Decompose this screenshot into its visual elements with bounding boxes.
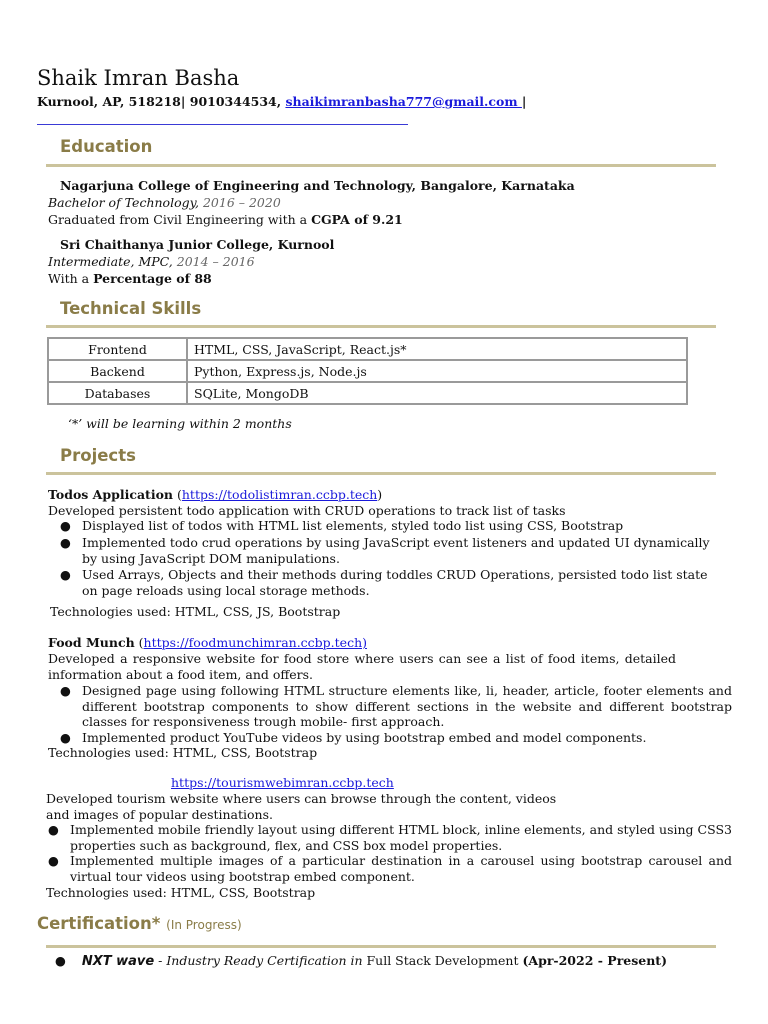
project-technologies: Technologies used: HTML, CSS, Bootstrap <box>48 745 318 760</box>
education-note-2 <box>48 271 212 286</box>
education-years-1: 2016 – 2020 <box>198 195 281 210</box>
bullet-dot-icon: ● <box>48 853 59 868</box>
bullet-dot-icon: ● <box>60 518 71 533</box>
education-institution-1: Nagarjuna College of Engineering and Technology, Bangalore, Karnataka <box>60 178 575 193</box>
project-title-line <box>171 775 394 790</box>
certification-rule <box>46 945 716 948</box>
project-link-open: ( <box>173 487 182 502</box>
bullet-dot-icon: ● <box>60 683 71 698</box>
project-bullet-text: Implemented multiple images of a particular destination in a carousel using bootstrap carousel and virtual tour videos using bootstrap embed component. <box>70 853 732 884</box>
project-bullet-text: Implemented mobile friendly layout using different HTML block, inline elements, and styled using CSS3 properties such as background, flex, and CSS box model properties. <box>70 822 732 853</box>
certification-status: (In Progress) <box>166 918 242 932</box>
project-name: Todos Application <box>48 487 174 502</box>
skills-row <box>48 338 687 360</box>
candidate-name: Shaik Imran Basha <box>37 66 240 90</box>
skills-table <box>47 337 688 405</box>
skills-row <box>48 360 687 382</box>
skills-category: Frontend <box>48 338 187 360</box>
project-link[interactable]: https://tourismwebimran.ccbp.tech <box>171 775 394 790</box>
education-note-1 <box>48 212 403 227</box>
certification-period: (Apr-2022 - Present) <box>522 953 667 968</box>
skills-heading: Technical Skills <box>60 299 202 318</box>
bullet-dot-icon: ● <box>55 953 82 968</box>
skills-items: Python, Express.js, Node.js <box>187 360 687 382</box>
project-link[interactable]: https://foodmunchimran.ccbp.tech) <box>143 635 367 650</box>
education-degree-name-2: Intermediate, MPC, <box>48 254 173 269</box>
education-degree-1 <box>48 195 281 210</box>
education-note-text-2: With a <box>48 271 94 286</box>
contact-underline <box>37 124 408 125</box>
project-technologies: Technologies used: HTML, CSS, Bootstrap <box>46 885 316 900</box>
contact-address-phone: Kurnool, AP, 518218| 9010344534, <box>37 94 286 109</box>
project-bullet-text: Displayed list of todos with HTML list elements, styled todo list using CSS, Bootstrap <box>82 518 624 533</box>
project-link[interactable]: https://todolistimran.ccbp.tech <box>181 487 378 502</box>
education-score-2: Percentage of 88 <box>93 271 212 286</box>
skills-items: HTML, CSS, JavaScript, React.js* <box>187 338 687 360</box>
education-years-2: 2014 – 2016 <box>172 254 255 269</box>
certification-heading <box>37 914 242 933</box>
education-institution-2: Sri Chaithanya Junior College, Kurnool <box>60 237 335 252</box>
project-description: Developed tourism website where users can browse through the content, videos and images of popular destinations. <box>46 791 557 822</box>
email-link[interactable]: shaikimranbasha777@gmail.com <box>285 94 522 109</box>
certification-course: Full Stack Development <box>362 953 523 968</box>
project-description: Developed persistent todo application with CRUD operations to track list of tasks <box>48 503 566 518</box>
skills-row <box>48 382 687 404</box>
contact-line <box>37 94 526 109</box>
project-title-line <box>48 487 382 502</box>
education-score-1: CGPA of 9.21 <box>311 212 403 227</box>
certification-title: Certification* <box>37 914 161 933</box>
projects-heading: Projects <box>60 446 136 465</box>
project-description: Developed a responsive website for food store where users can see a list of food items, detailed information about a food item, and offers. <box>48 651 676 682</box>
project-link-open: ( <box>134 635 144 650</box>
project-technologies: Technologies used: HTML, CSS, JS, Bootstrap <box>50 604 341 619</box>
projects-rule <box>46 472 716 475</box>
project-bullet-text: Used Arrays, Objects and their methods during toddles CRUD Operations, persisted todo list state on page reloads using local storage methods. <box>82 567 708 598</box>
skills-note: ‘*’ will be learning within 2 months <box>68 416 292 431</box>
skills-rule <box>46 325 716 328</box>
project-link-close: ) <box>377 487 383 502</box>
contact-suffix: | <box>521 94 527 109</box>
bullet-dot-icon: ● <box>60 730 71 745</box>
project-name: Food Munch <box>48 635 135 650</box>
education-rule <box>46 164 716 167</box>
education-heading: Education <box>60 137 153 156</box>
bullet-dot-icon: ● <box>48 822 59 837</box>
education-degree-2 <box>48 254 255 269</box>
certification-provider: NXT wave <box>81 954 155 969</box>
bullet-dot-icon: ● <box>60 535 71 550</box>
skills-category: Backend <box>48 360 187 382</box>
certification-entry <box>55 953 667 969</box>
skills-items: SQLite, MongoDB <box>187 382 687 404</box>
project-bullet-text: Designed page using following HTML structure elements like, li, header, article, footer elements and different bootstrap components to show different sections in the website and different bootstrap classes for responsiveness trough mobile- first approach. <box>82 683 732 729</box>
bullet-dot-icon: ● <box>60 567 71 582</box>
certification-label: Industry Ready Certification in <box>166 953 363 968</box>
project-bullet-text: Implemented todo crud operations by using JavaScript event listeners and updated UI dynamically by using JavaScript DOM manipulations. <box>82 535 710 566</box>
project-title-line <box>48 635 367 650</box>
education-note-text-1: Graduated from Civil Engineering with a <box>48 212 312 227</box>
skills-category: Databases <box>48 382 187 404</box>
education-degree-name-1: Bachelor of Technology, <box>48 195 199 210</box>
certification-dash: - <box>154 953 167 968</box>
project-bullet-text: Implemented product YouTube videos by using bootstrap embed and model components. <box>82 730 647 745</box>
